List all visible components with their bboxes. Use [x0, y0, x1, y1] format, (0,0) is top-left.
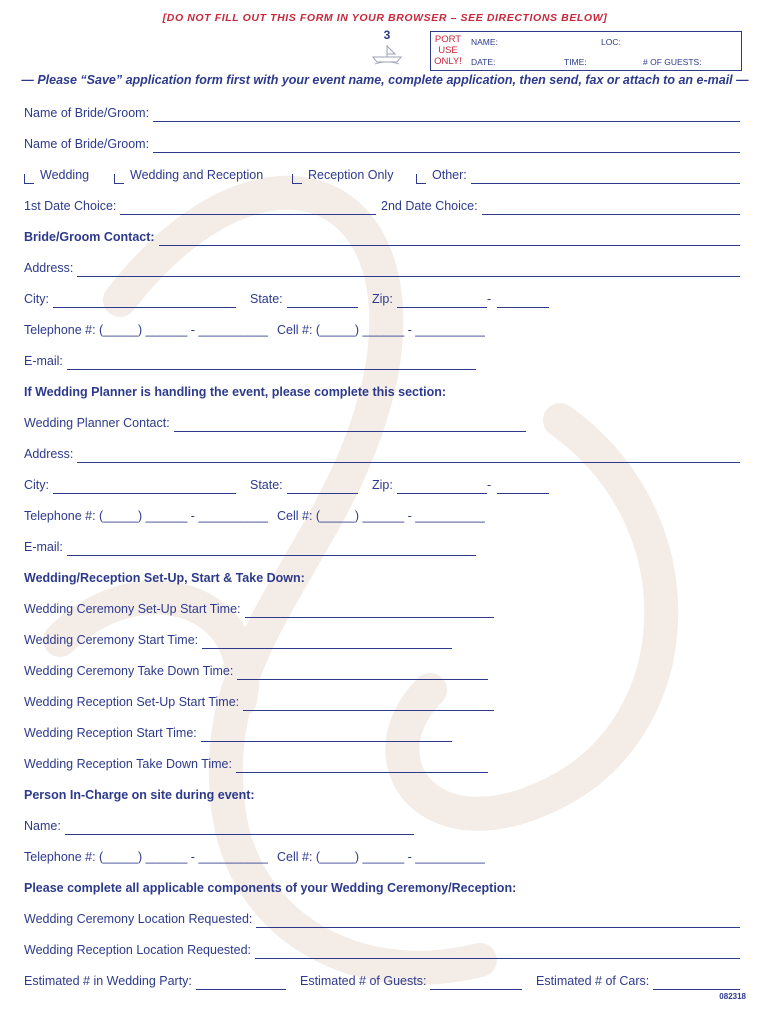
cell-field[interactable]: Cell #: (_____) ______ - __________ [277, 323, 485, 337]
reception-only-checkbox[interactable] [292, 174, 302, 184]
wedding-option-label: Wedding [40, 168, 90, 182]
planner-city-input[interactable] [53, 480, 236, 494]
port-date-label: DATE: [471, 57, 496, 67]
ceremony-takedown-input[interactable] [237, 666, 488, 680]
address-label: Address: [24, 447, 74, 461]
first-date-input[interactable] [120, 201, 376, 215]
planner-contact-row [24, 414, 740, 432]
reception-takedown-label: Wedding Reception Take Down Time: [24, 757, 232, 771]
guest-count-label: Estimated # of Guests: [300, 974, 427, 988]
port-time-label: TIME: [564, 57, 587, 67]
email-label: E-mail: [24, 540, 63, 554]
contact-phone-row [24, 321, 740, 339]
planner-email-input[interactable] [67, 542, 476, 556]
reception-takedown-input[interactable] [236, 759, 488, 773]
port-logo [370, 28, 404, 68]
ceremony-takedown-row [24, 662, 740, 680]
setup-heading-row [24, 569, 740, 587]
wedding-checkbox[interactable] [24, 174, 34, 184]
port-loc-label: LOC: [601, 37, 621, 47]
planner-address-input[interactable] [77, 449, 740, 463]
ceremony-location-label: Wedding Ceremony Location Requested: [24, 912, 253, 926]
party-count-label: Estimated # in Wedding Party: [24, 974, 192, 988]
contact-email-row [24, 352, 740, 370]
ceremony-location-input[interactable] [256, 914, 740, 928]
form-warning: [DO NOT FILL OUT THIS FORM IN YOUR BROWSER – SEE DIRECTIONS BELOW] [162, 12, 608, 24]
ceremony-setup-input[interactable] [245, 604, 494, 618]
ceremony-start-row [24, 631, 740, 649]
address-label: Address: [24, 261, 74, 275]
telephone-field[interactable]: Telephone #: (_____) ______ - __________ [24, 850, 268, 864]
second-date-label: 2nd Date Choice: [381, 199, 478, 213]
date-choice-row [24, 197, 740, 215]
guest-count-input[interactable] [430, 976, 522, 990]
contact-city-row [24, 290, 740, 308]
other-checkbox[interactable] [416, 174, 426, 184]
zip-dash: - [487, 478, 492, 492]
bride-groom-name-1-input[interactable] [153, 108, 740, 122]
bride-groom-name-2-input[interactable] [153, 139, 740, 153]
planner-contact-label: Wedding Planner Contact: [24, 416, 170, 430]
state-label: State: [250, 292, 283, 306]
ceremony-start-input[interactable] [202, 635, 452, 649]
wedding-reception-checkbox[interactable] [114, 174, 124, 184]
event-type-row [24, 166, 740, 184]
person-in-charge-phone-row [24, 848, 740, 866]
planner-heading-row [24, 383, 740, 401]
bride-groom-name-1-row [24, 104, 740, 122]
instructions: — Please “Save” application form first with your event name, complete application, then send, fax or attach to an e-mail — [21, 73, 749, 87]
planner-heading: If Wedding Planner is handling the event, please complete this section: [24, 385, 447, 399]
ceremony-location-row [24, 910, 740, 928]
ceremony-takedown-label: Wedding Ceremony Take Down Time: [24, 664, 234, 678]
contact-city-input[interactable] [53, 294, 236, 308]
contact-heading: Bride/Groom Contact: [24, 230, 155, 244]
setup-heading: Wedding/Reception Set-Up, Start & Take Down: [24, 571, 305, 585]
bride-groom-name-2-row [24, 135, 740, 153]
ceremony-setup-row [24, 600, 740, 618]
contact-row [24, 228, 740, 246]
components-heading-row [24, 879, 740, 897]
contact-address-input[interactable] [77, 263, 740, 277]
contact-input[interactable] [159, 232, 740, 246]
ceremony-start-label: Wedding Ceremony Start Time: [24, 633, 199, 647]
ceremony-setup-label: Wedding Ceremony Set-Up Start Time: [24, 602, 241, 616]
contact-zip-input[interactable] [397, 294, 487, 308]
reception-start-label: Wedding Reception Start Time: [24, 726, 197, 740]
components-heading: Please complete all applicable components of your Wedding Ceremony/Reception: [24, 881, 517, 895]
state-label: State: [250, 478, 283, 492]
contact-email-input[interactable] [67, 356, 476, 370]
planner-phone-row [24, 507, 740, 525]
planner-zip-input[interactable] [397, 480, 487, 494]
person-in-charge-name-input[interactable] [65, 821, 414, 835]
reception-takedown-row [24, 755, 740, 773]
person-in-charge-name-row [24, 817, 740, 835]
planner-zip4-input[interactable] [497, 480, 549, 494]
email-label: E-mail: [24, 354, 63, 368]
estimates-row [24, 972, 740, 990]
port-use-label: PORT USE ONLY! [434, 34, 462, 67]
cell-field[interactable]: Cell #: (_____) ______ - __________ [277, 509, 485, 523]
planner-contact-input[interactable] [174, 418, 526, 432]
reception-only-option-label: Reception Only [308, 168, 394, 182]
other-input[interactable] [471, 170, 740, 184]
reception-location-input[interactable] [255, 945, 740, 959]
reception-setup-row [24, 693, 740, 711]
zip-dash: - [487, 292, 492, 306]
port-use-box [430, 31, 742, 71]
city-label: City: [24, 478, 49, 492]
car-count-input[interactable] [653, 976, 740, 990]
form-code: 082318 [719, 992, 746, 1001]
reception-location-row [24, 941, 740, 959]
planner-city-row [24, 476, 740, 494]
telephone-field[interactable]: Telephone #: (_____) ______ - __________ [24, 509, 268, 523]
person-in-charge-heading-row [24, 786, 740, 804]
reception-setup-label: Wedding Reception Set-Up Start Time: [24, 695, 240, 709]
ship-icon [370, 42, 404, 66]
planner-address-row [24, 445, 740, 463]
person-in-charge-heading: Person In-Charge on site during event: [24, 788, 255, 802]
reception-location-label: Wedding Reception Location Requested: [24, 943, 252, 957]
port-guests-label: # OF GUESTS: [643, 57, 702, 67]
zip-label: Zip: [372, 478, 393, 492]
reception-start-input[interactable] [201, 728, 452, 742]
contact-zip4-input[interactable] [497, 294, 549, 308]
planner-state-input[interactable] [287, 480, 358, 494]
bride-groom-name-label: Name of Bride/Groom: [24, 137, 150, 151]
planner-email-row [24, 538, 740, 556]
city-label: City: [24, 292, 49, 306]
wedding-reception-option-label: Wedding and Reception [130, 168, 264, 182]
bride-groom-name-label: Name of Bride/Groom: [24, 106, 150, 120]
cell-field[interactable]: Cell #: (_____) ______ - __________ [277, 850, 485, 864]
car-count-label: Estimated # of Cars: [536, 974, 650, 988]
zip-label: Zip: [372, 292, 393, 306]
other-option-label: Other: [432, 168, 467, 182]
contact-state-input[interactable] [287, 294, 358, 308]
second-date-input[interactable] [482, 201, 740, 215]
party-count-input[interactable] [196, 976, 286, 990]
first-date-label: 1st Date Choice: [24, 199, 117, 213]
reception-start-row [24, 724, 740, 742]
contact-address-row [24, 259, 740, 277]
telephone-field[interactable]: Telephone #: (_____) ______ - __________ [24, 323, 268, 337]
logo-number: 3 [383, 28, 391, 42]
reception-setup-input[interactable] [243, 697, 494, 711]
name-label: Name: [24, 819, 61, 833]
port-name-label: NAME: [471, 37, 498, 47]
